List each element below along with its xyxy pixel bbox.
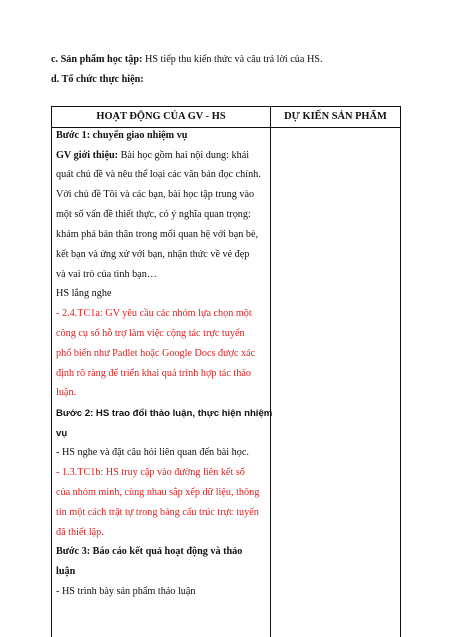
gv-intro-label: GV giới thiệu: (56, 150, 119, 161)
gv-intro-line-4: một số vấn đề thiết thực, có ý nghĩa quan trọng: (56, 209, 251, 220)
gv-intro-text-1: Bài học gồm hai nội dung: khái (118, 150, 250, 161)
step3-heading-line-2: luận (56, 566, 76, 577)
digital-competency-1-line-1: - 2.4.TC1a: GV yêu cầu các nhóm lựa chọn một (56, 308, 252, 319)
step1-heading: Bước 1: chuyển giao nhiệm vụ (56, 130, 188, 141)
digital-competency-1-line-4: định rõ ràng để triển khai quá trình hợp tác thảo (56, 368, 251, 379)
header-expected-product: DỰ KIẾN SẢN PHẨM (284, 111, 387, 122)
gv-intro-line-7: và vai trò của tình bạn… (56, 269, 157, 280)
gv-intro-line-5: khám phá bản thân trong mối quan hệ với bạn bè, (56, 229, 259, 240)
hs-ask-questions: - HS nghe và đặt câu hỏi liên quan đến bài học. (56, 447, 249, 458)
table-left-border (51, 106, 52, 637)
digital-competency-2-line-2: của nhóm mình, cùng nhau sắp xếp dữ liệu, thông (56, 487, 260, 498)
digital-competency-1-line-5: luận. (56, 387, 77, 398)
gv-intro-line-2: quát chủ đề và nêu thể loại các văn bản đọc chính. (56, 169, 261, 180)
header-teacher-student-activity: HOẠT ĐỘNG CỦA GV - HS (96, 111, 226, 122)
digital-competency-1-line-2: công cụ số hỗ trợ làm việc cộng tác trực tuyến (56, 328, 245, 339)
digital-competency-2-line-4: đã thiết lập. (56, 527, 104, 538)
table-top-border (51, 106, 401, 107)
gv-intro-line-6: kết bạn và ứng xử với bạn, nhận thức về vẻ đẹp (56, 249, 250, 260)
digital-competency-1-line-3: phổ biến như Padlet hoặc Google Docs được xác (56, 348, 256, 359)
hs-present-product: - HS trình bày sản phẩm thảo luận (56, 586, 196, 597)
hs-listen: HS lắng nghe (56, 288, 112, 299)
table-right-border (400, 106, 401, 637)
gv-intro-line-3: Với chủ đề Tôi và các bạn, bài học tập trung vào (56, 189, 255, 200)
learning-product-text: HS tiếp thu kiến thức và câu trả lời của HS. (142, 54, 323, 65)
step2-heading-line-2: vụ (56, 428, 68, 439)
learning-product-label: c. Sản phẩm học tập: (51, 54, 143, 65)
table-header-divider (51, 127, 401, 128)
step3-heading-line-1: Bước 3: Báo cáo kết quả hoạt động và thảo (56, 546, 243, 557)
digital-competency-2-line-1: - 1.3.TC1b: HS truy cập vào đường liên kết số (56, 467, 245, 478)
learning-product-line (51, 54, 323, 66)
step2-heading-line-1: Bước 2: HS trao đổi thảo luận, thực hiện nhiệm (56, 408, 273, 419)
organization-heading: d. Tổ chức thực hiện: (51, 74, 144, 85)
gv-intro-line-1 (56, 150, 249, 162)
table-column-divider (270, 106, 271, 637)
digital-competency-2-line-3: tin một cách trật tự trong bảng cấu trúc trực tuyến (56, 507, 259, 518)
